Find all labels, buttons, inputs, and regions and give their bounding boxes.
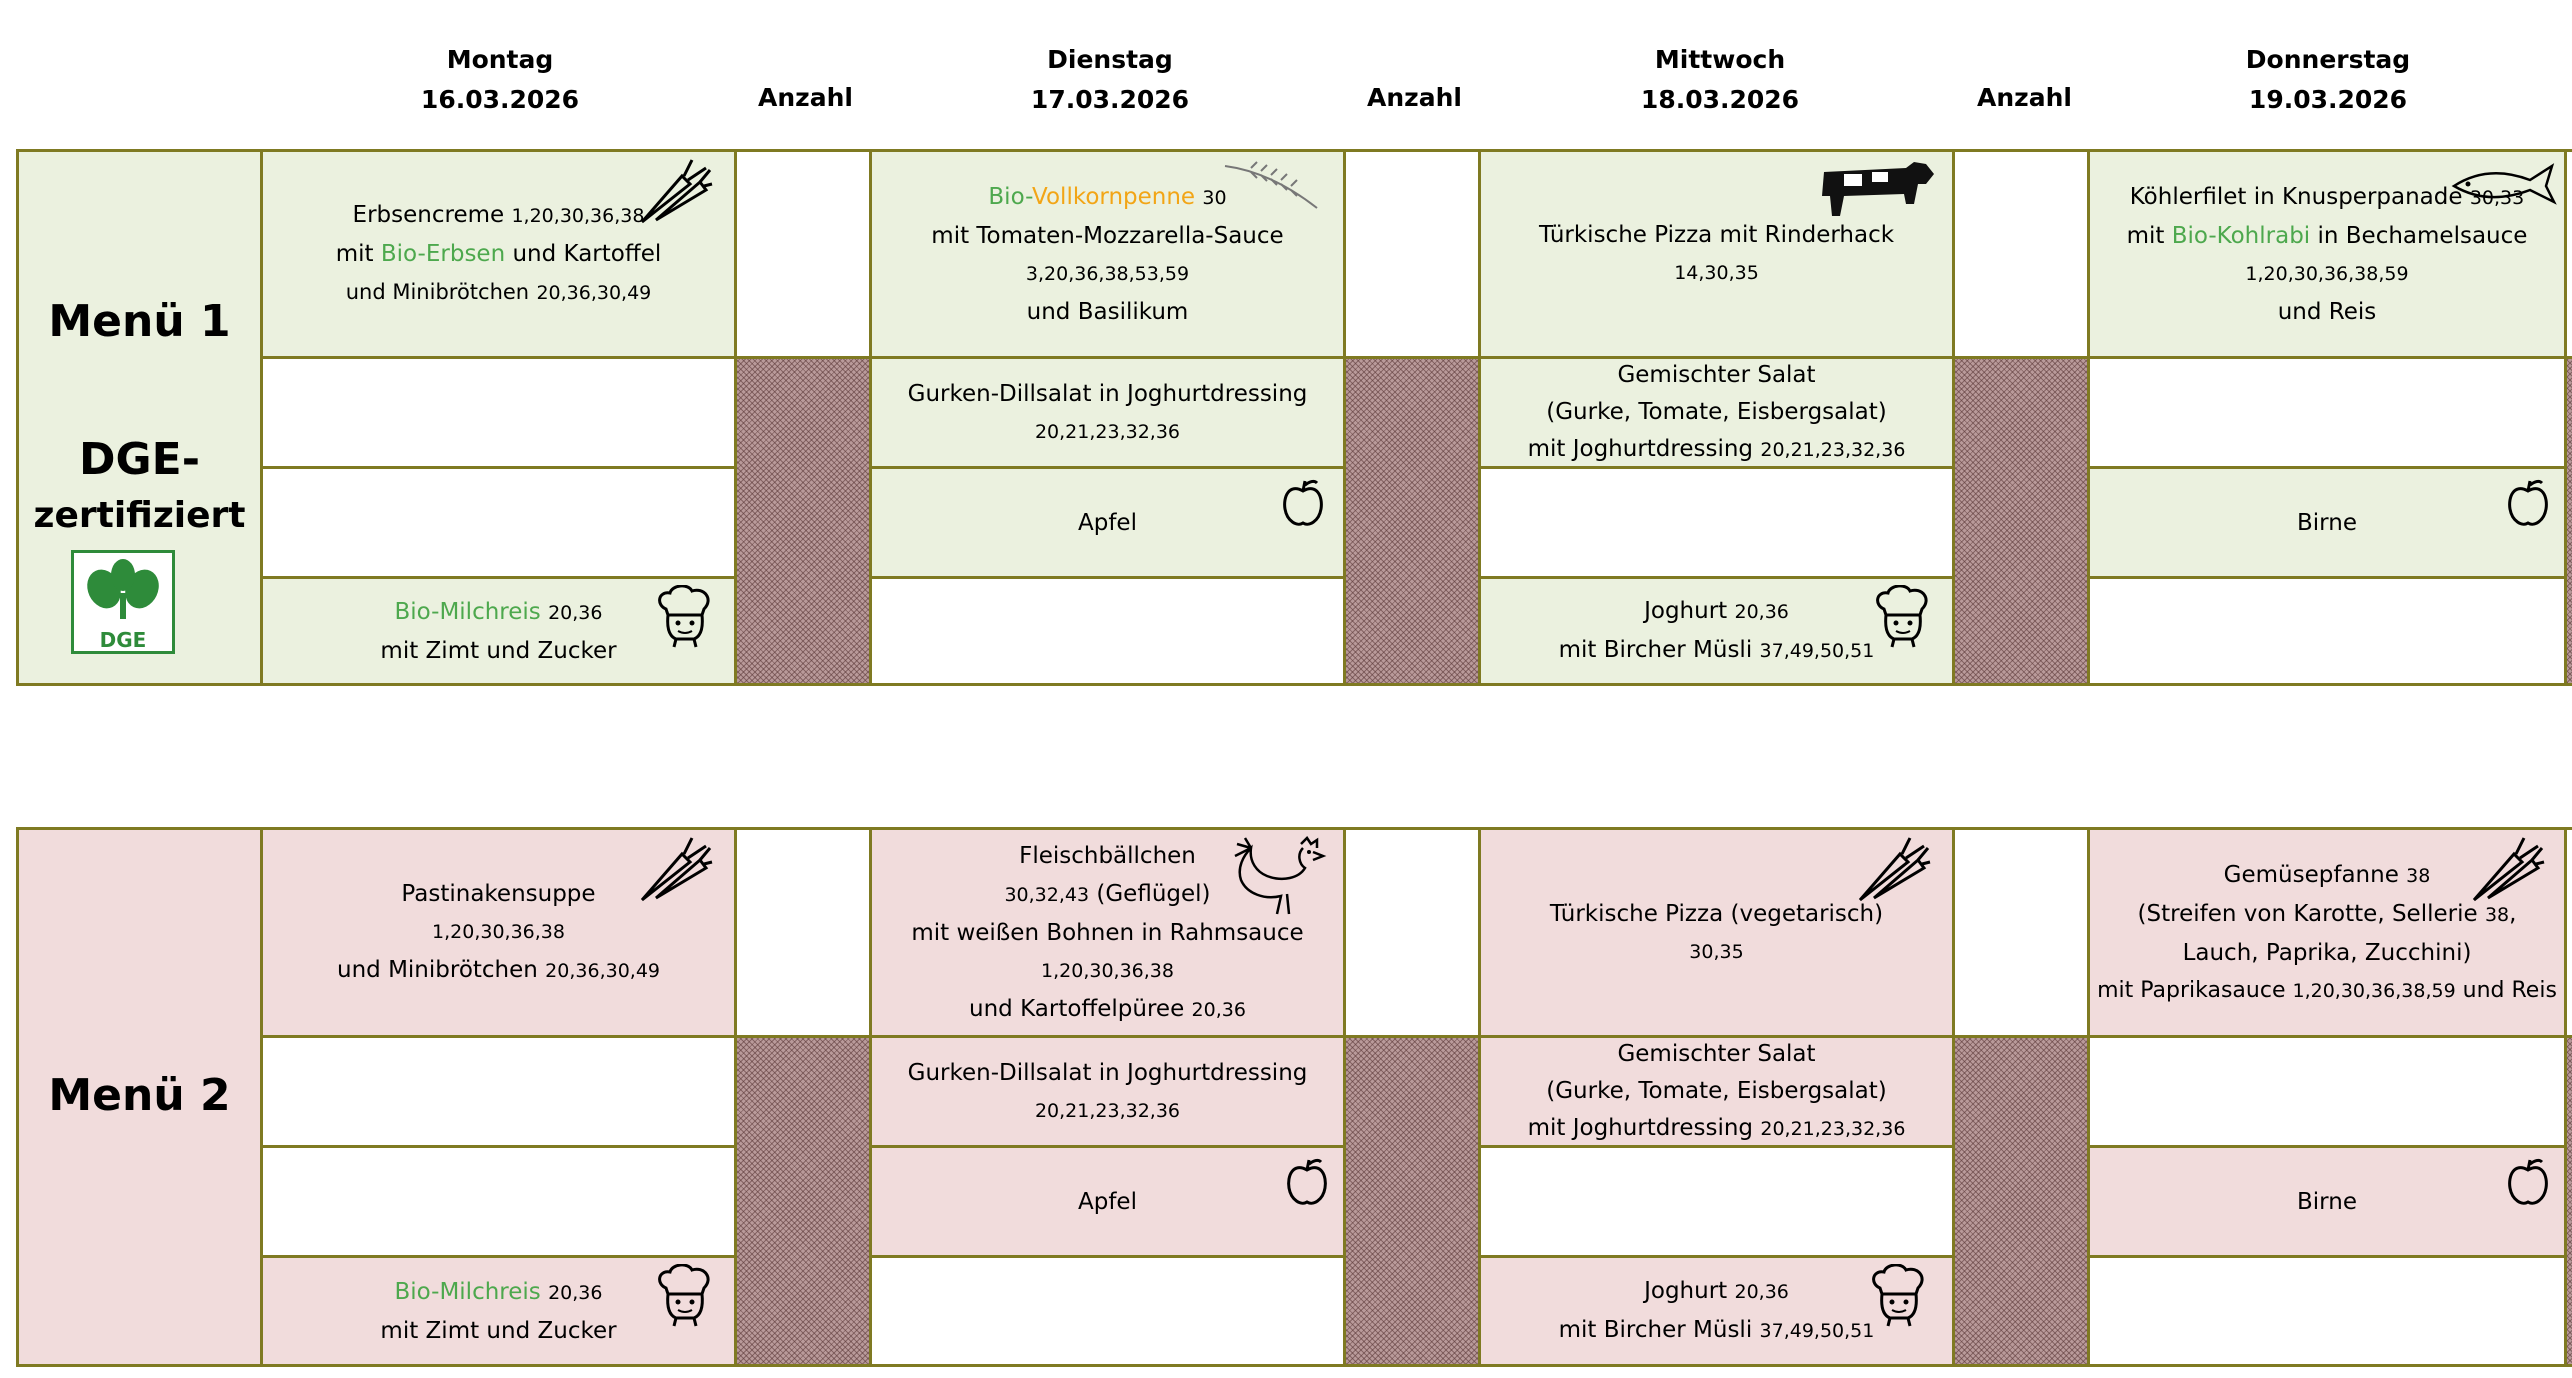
bio-label: Bio-Kohlrabi [2171,222,2311,249]
menu2-thu-dessert [2087,1255,2567,1367]
dish-name: Gemischter Salat [1617,361,1816,388]
dish-text: und Reis [2277,298,2377,325]
menu1-label [16,149,263,686]
menu2-mon-salad [260,1035,737,1148]
menu2-wed-salad-count [1952,1035,2090,1367]
menu2-mon-salad-count [734,1035,872,1367]
menu1-wed-main [1478,149,1955,359]
day-date: 16.03.2026 [420,85,580,114]
allergens: 37,49,50,51 [1759,640,1875,662]
dish-text: (Streifen von Karotte, Sellerie [2137,900,2478,927]
allergens: 20,36,30,49 [545,960,660,982]
day-name: Donnerstag [2245,45,2411,74]
dish-text: und Reis [2462,977,2557,1003]
allergens: 3,20,36,38,53,59 [1025,262,1190,285]
allergens: 38 [2406,864,2431,887]
menu1-thu-count[interactable] [2564,149,2572,359]
menu1-mon-dessert [260,576,737,686]
allergens: 20,36 [1191,998,1246,1021]
dish-name: Köhlerfilet in Knusperpanade [2129,183,2463,210]
menu1-tue-salad-count [1343,356,1481,686]
dish-text: und Basilikum [1026,298,1189,325]
cow-icon [1814,156,1938,222]
dish-name: Birne [2297,1188,2357,1215]
bio-label: Bio-Milchreis [394,598,541,625]
dish-name: Türkische Pizza mit Rinderhack [1538,222,1895,248]
apple-icon [1285,1156,1329,1208]
menu2-tue-salad [869,1035,1346,1148]
allergens: 37,49,50,51 [1759,1320,1875,1342]
vollkorn-label: Vollkornpenne [1032,183,1196,210]
header-wednesday [1570,40,1870,120]
anzahl-header-2: Anzahl [1367,83,1462,112]
anzahl-header-3: Anzahl [1977,83,2072,112]
wheat-icon [1221,158,1321,214]
dish-name: Gemüsepfanne [2223,861,2399,888]
menu2-thu-main [2087,827,2567,1038]
bio-label: Bio-Milchreis [394,1278,541,1305]
menu1-tue-count[interactable] [1343,149,1481,359]
menu2-mon-dessert [260,1255,737,1367]
menu1-mon-fruit [260,466,737,579]
menu2-wed-dessert [1478,1255,1955,1367]
dish-name: Joghurt [1644,1278,1728,1304]
dish-text: , [2509,900,2517,927]
menu2-title: Menü 2 [48,1070,231,1121]
menu2-mon-count[interactable] [734,827,872,1038]
dish-text: mit Zimt und Zucker [380,637,617,664]
header-tuesday [960,40,1260,120]
menu1-title: Menü 1 [48,296,231,347]
menu1-mon-count[interactable] [734,149,872,359]
dish-text: und Kartoffelpüree [969,995,1185,1022]
menu1-thu-main [2087,149,2567,359]
menu1-thu-salad [2087,356,2567,469]
allergens: 30 [1202,186,1227,209]
allergens: 20,36 [1734,601,1789,623]
menu1-wed-dessert [1478,576,1955,686]
allergens: 30,33 [2469,186,2525,209]
apple-icon [2506,477,2550,529]
menu1-tue-fruit [869,466,1346,579]
header-monday [350,40,650,120]
anzahl-header-1: Anzahl [758,83,853,112]
allergens: 20,21,23,32,36 [1034,1099,1181,1122]
dish-text: mit [335,241,374,267]
day-date: 18.03.2026 [1640,85,1800,114]
dish-name: Joghurt [1644,598,1728,624]
menu2-tue-salad-count [1343,1035,1481,1367]
dish-text: - [1025,183,1033,210]
menu1-tue-main [869,149,1346,359]
menu1-mon-salad [260,356,737,469]
menu2-thu-count-stub [2564,1035,2572,1367]
dish-text: und Kartoffel [512,241,662,267]
allergens: 1,20,30,36,38 [1041,959,1174,982]
menu2-wed-salad [1478,1035,1955,1148]
carrot-icon [634,156,714,228]
allergens: 1,20,30,36,38,59 [2292,979,2456,1002]
dish-text: mit Tomaten-Mozzarella-Sauce [931,222,1284,249]
day-date: 17.03.2026 [1030,85,1190,114]
menu2-thu-fruit [2087,1145,2567,1258]
menu1-mon-salad-count [734,356,872,686]
dge-logo-text: DGE [99,628,147,651]
dish-name: Gurken-Dillsalat in Joghurtdressing [907,380,1308,407]
dish-text: mit Joghurtdressing [1527,1114,1754,1141]
allergens: 30,32,43 [1004,883,1090,906]
chef-icon [654,1264,716,1328]
day-date: 19.03.2026 [2248,85,2408,114]
chef-icon [1872,585,1934,649]
dish-name: Apfel [1078,509,1137,536]
menu2-mon-main [260,827,737,1038]
dge-logo-icon [71,550,175,654]
day-name: Dienstag [1047,45,1173,74]
menu2-tue-main [869,827,1346,1038]
allergens: 1,20,30,36,38 [511,205,645,227]
carrot-icon [2466,834,2546,906]
allergens: 14,30,35 [1674,262,1759,284]
dish-text: und Minibrötchen [337,957,538,983]
apple-icon [1281,477,1325,529]
menu2-mon-fruit [260,1145,737,1258]
dish-text: (Gurke, Tomate, Eisbergsalat) [1546,1077,1887,1104]
menu2-wed-count[interactable] [1952,827,2090,1038]
dish-text: (Geflügel) [1096,880,1211,907]
allergens: 1,20,30,36,38,59 [2245,262,2409,285]
bio-label: Bio [988,183,1026,210]
dish-text: und Minibrötchen [345,280,530,304]
allergens: 38 [2484,903,2510,926]
menu2-tue-fruit [869,1145,1346,1258]
dish-text: mit Bircher Müsli [1558,1317,1753,1343]
menu2-label [16,827,263,1367]
dish-text: mit Bircher Müsli [1558,637,1753,663]
allergens: 20,36,30,49 [536,282,652,304]
menu2-wed-fruit [1478,1145,1955,1258]
chef-icon [1868,1264,1930,1328]
menu1-tue-dessert [869,576,1346,686]
carrot-icon [634,834,714,906]
allergens: 20,36 [1734,1281,1789,1303]
dish-name: Türkische Pizza (vegetarisch) [1549,900,1884,927]
allergens: 30,35 [1689,940,1744,963]
apple-icon [2506,1156,2550,1208]
dish-text: mit Zimt und Zucker [380,1317,617,1344]
menu1-thu-dessert [2087,576,2567,686]
dish-text: (Gurke, Tomate, Eisbergsalat) [1546,398,1887,425]
dish-name: Birne [2297,509,2357,536]
dish-text: mit weißen Bohnen in Rahmsauce [911,919,1304,946]
dish-name: Gemischter Salat [1617,1040,1816,1067]
dish-text: mit Paprikasauce [2097,977,2286,1003]
menu1-thu-count-stub [2564,356,2572,686]
menu1-wed-count[interactable] [1952,149,2090,359]
carrot-icon [1852,834,1932,906]
menu1-tue-salad [869,356,1346,469]
menu1-wed-salad [1478,356,1955,469]
menu2-thu-count[interactable] [2564,827,2572,1038]
bio-label: Bio-Erbsen [380,241,506,267]
menu1-wed-fruit [1478,466,1955,579]
dish-name: Erbsencreme [352,202,505,228]
menu1-wed-salad-count [1952,356,2090,686]
fish-icon [2448,160,2558,206]
dish-name: Gurken-Dillsalat in Joghurtdressing [907,1059,1308,1086]
allergens: 20,21,23,32,36 [1034,420,1181,443]
allergens: 1,20,30,36,38 [432,921,565,943]
dish-text: mit Joghurtdressing [1527,435,1754,462]
dish-name: Apfel [1078,1188,1137,1215]
dish-name: Pastinakensuppe [401,881,596,907]
dge-badge [19,432,260,544]
chef-icon [654,585,716,649]
allergens: 20,21,23,32,36 [1760,438,1906,461]
menu2-tue-dessert [869,1255,1346,1367]
menu1-mon-main [260,149,737,359]
day-name: Montag [446,45,554,74]
menu1-thu-fruit [2087,466,2567,579]
allergens: 20,21,23,32,36 [1760,1117,1906,1140]
dish-text: in Bechamelsauce [2317,222,2528,249]
header-thursday [2178,40,2478,120]
allergens: 20,36 [548,1281,603,1304]
menu2-tue-count[interactable] [1343,827,1481,1038]
day-name: Mittwoch [1654,45,1786,74]
menu2-wed-main [1478,827,1955,1038]
dish-name: Fleischbällchen [1019,842,1196,869]
allergens: 20,36 [548,601,603,624]
dge-badge-line1: DGE- [79,434,200,485]
dish-text: Lauch, Paprika, Zucchini) [2182,939,2472,966]
dge-badge-line2: zertifiziert [33,495,246,536]
dish-text: mit [2126,222,2165,249]
rooster-icon [1227,834,1329,920]
menu2-thu-salad [2087,1035,2567,1148]
